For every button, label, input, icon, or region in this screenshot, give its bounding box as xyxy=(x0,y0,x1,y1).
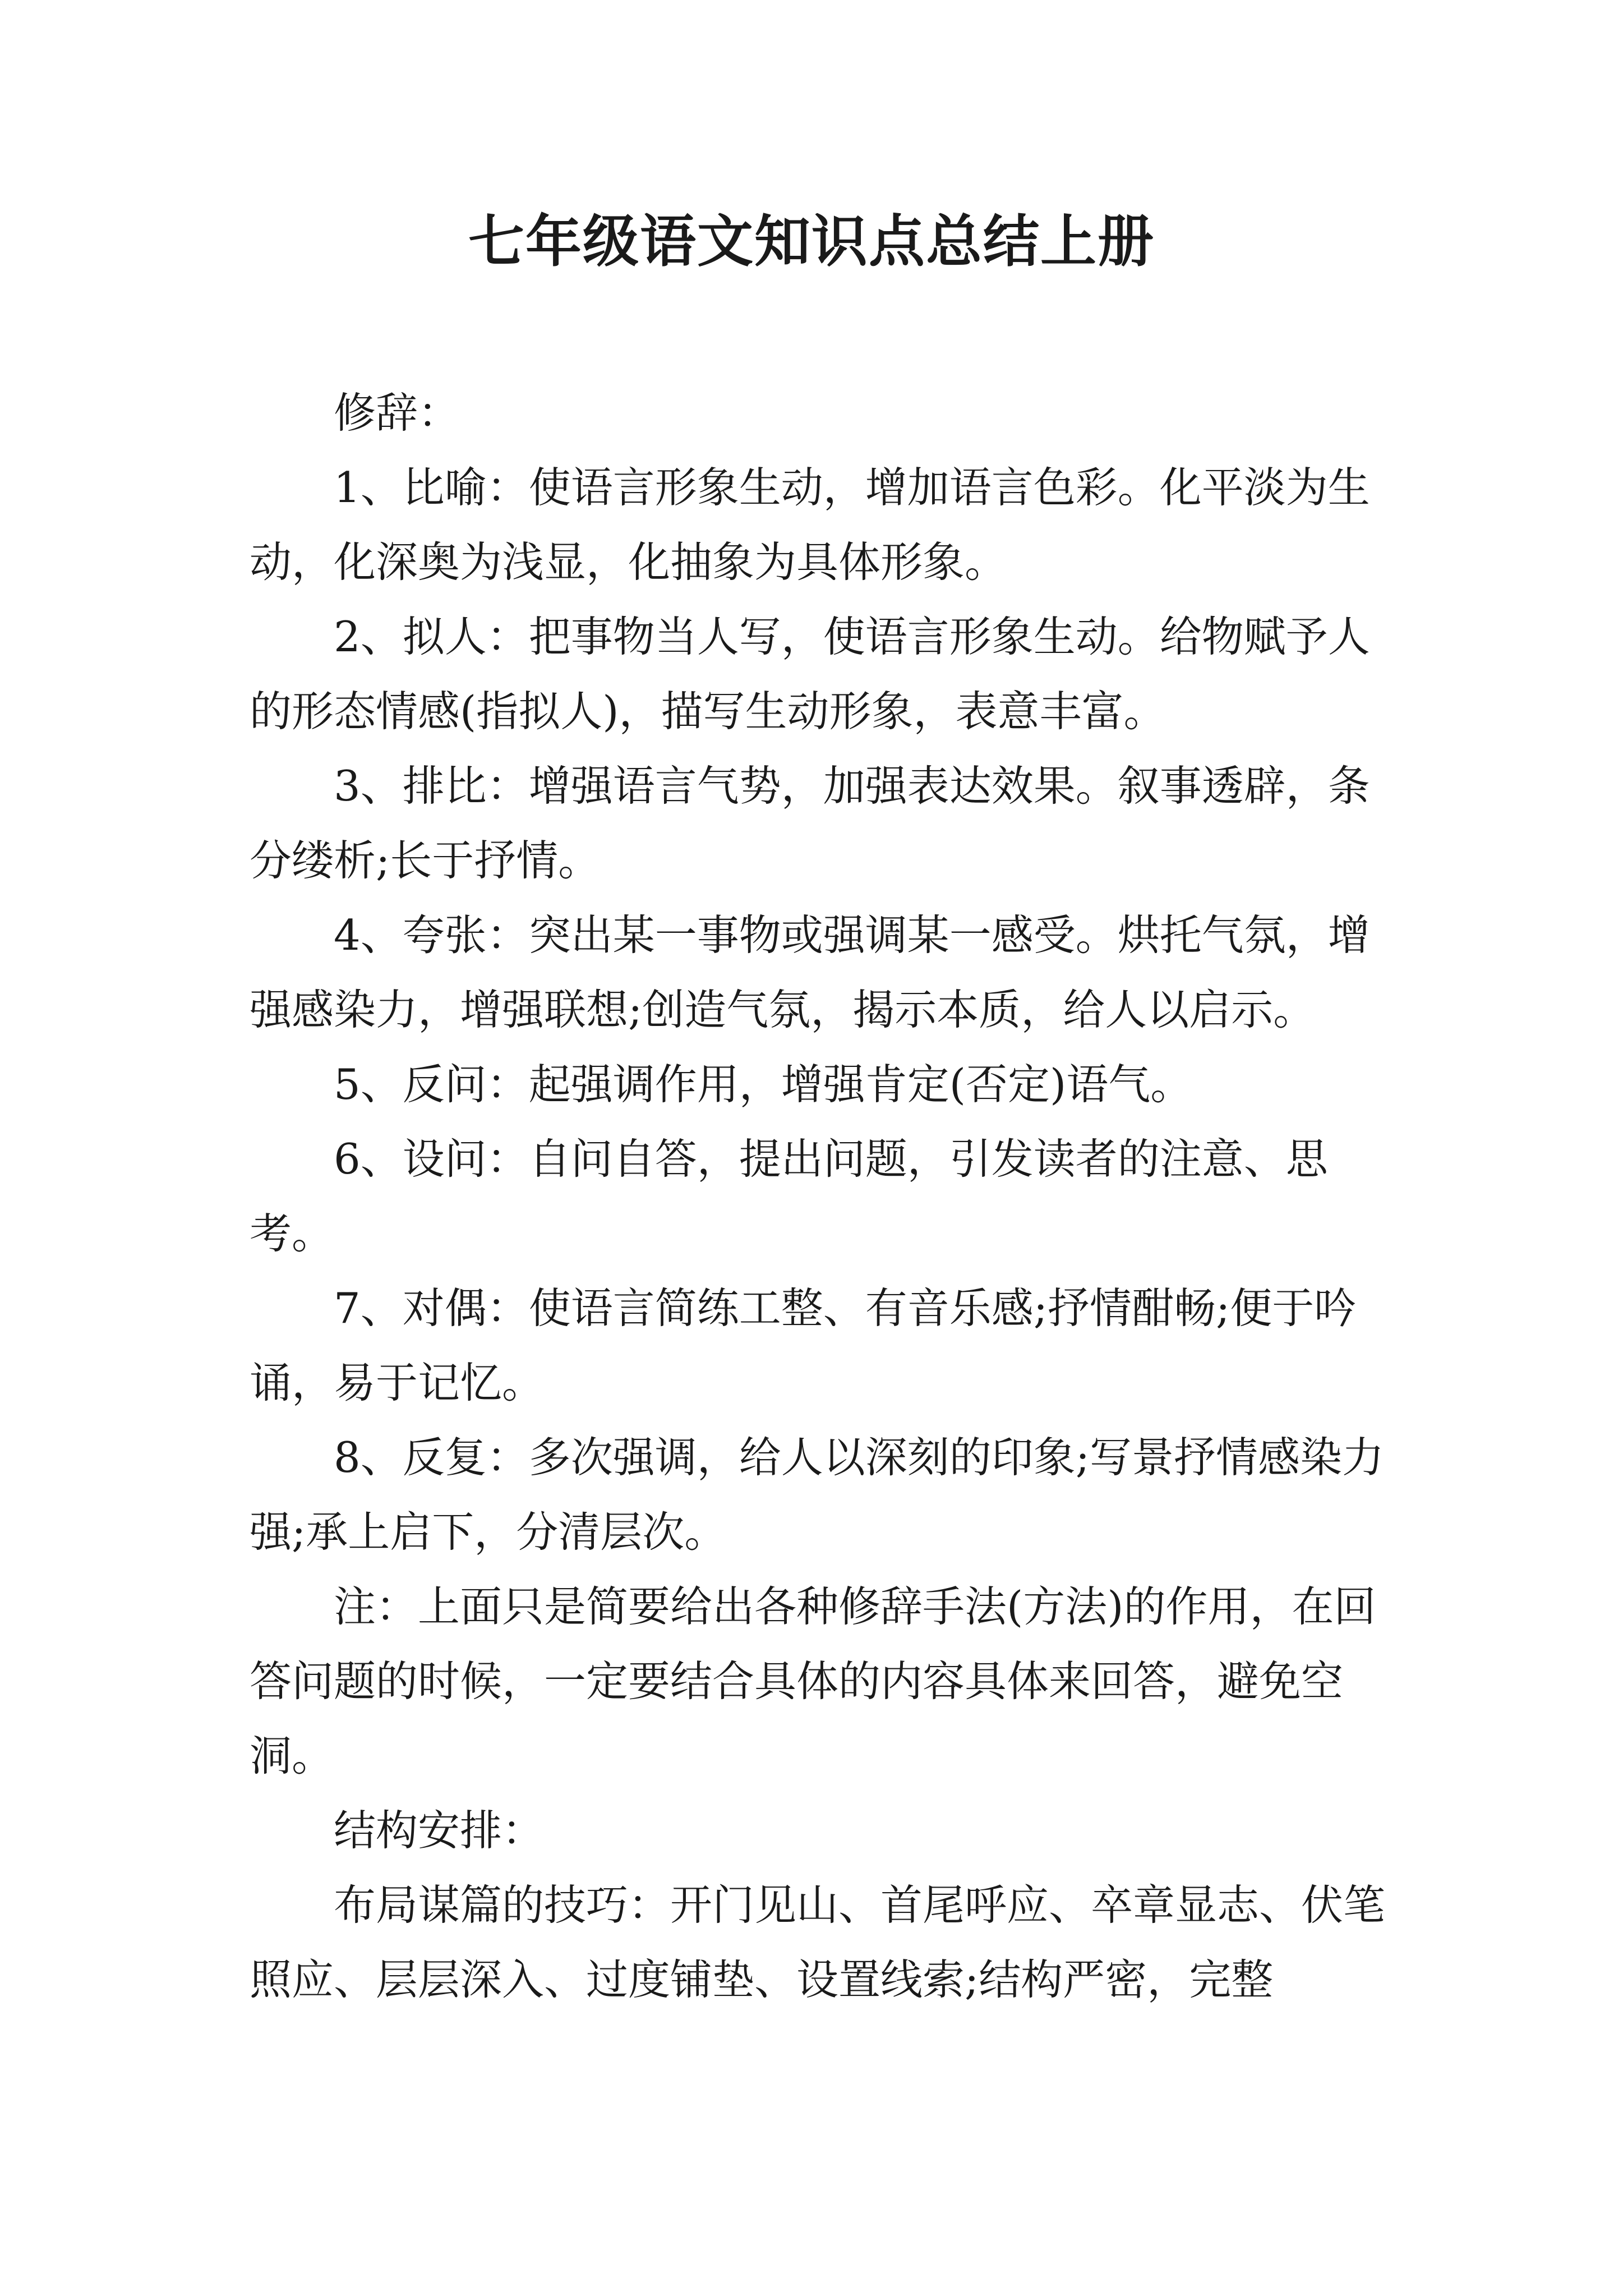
paragraph-rhetorical-question: 5、反问：起强调作用，增强肯定(否定)语气。 xyxy=(334,1060,1193,1109)
section-heading-rhetoric: 修辞： xyxy=(334,388,460,438)
paragraph-hyperbole: 4、夸张：突出某一事物或强调某一感受。烘托气氛，增强感染力，增强联想;创造气氛，揭示本质，给人以启示。 xyxy=(250,910,1370,1034)
paragraph-antithesis: 7、对偶：使语言简练工整、有音乐感;抒情酣畅;便于吟诵，易于记忆。 xyxy=(250,1283,1357,1407)
paragraph-metaphor: 1、比喻：使语言形象生动，增加语言色彩。化平淡为生动，化深奥为浅显，化抽象为具体形象。 xyxy=(250,463,1370,587)
paragraph-repetition: 8、反复：多次强调，给人以深刻的印象;写景抒情感染力强;承上启下，分清层次。 xyxy=(250,1433,1384,1557)
paragraph-parallelism: 3、排比：增强语言气势，加强表达效果。叙事透辟，条分缕析;长于抒情。 xyxy=(250,761,1370,885)
document-title: 七年级语文知识点总结上册 xyxy=(468,208,1155,274)
paragraph-layout-techniques: 布局谋篇的技巧：开门见山、首尾呼应、卒章显志、伏笔照应、层层深入、过度铺垫、设置线索;结构严密，完整 xyxy=(250,1880,1386,2004)
paragraph-personification: 2、拟人：把事物当人写，使语言形象生动。给物赋予人的形态情感(指拟人)，描写生动形象，表意丰富。 xyxy=(250,612,1370,736)
document-body xyxy=(250,376,1394,2017)
paragraph-note: 注：上面只是简要给出各种修辞手法(方法)的作用，在回答问题的时候，一定要结合具体的内容具体来回答，避免空洞。 xyxy=(250,1582,1376,1780)
section-heading-structure: 结构安排： xyxy=(334,1806,545,1855)
paragraph-self-question: 6、设问：自问自答，提出问题，引发读者的注意、思考。 xyxy=(250,1134,1328,1258)
